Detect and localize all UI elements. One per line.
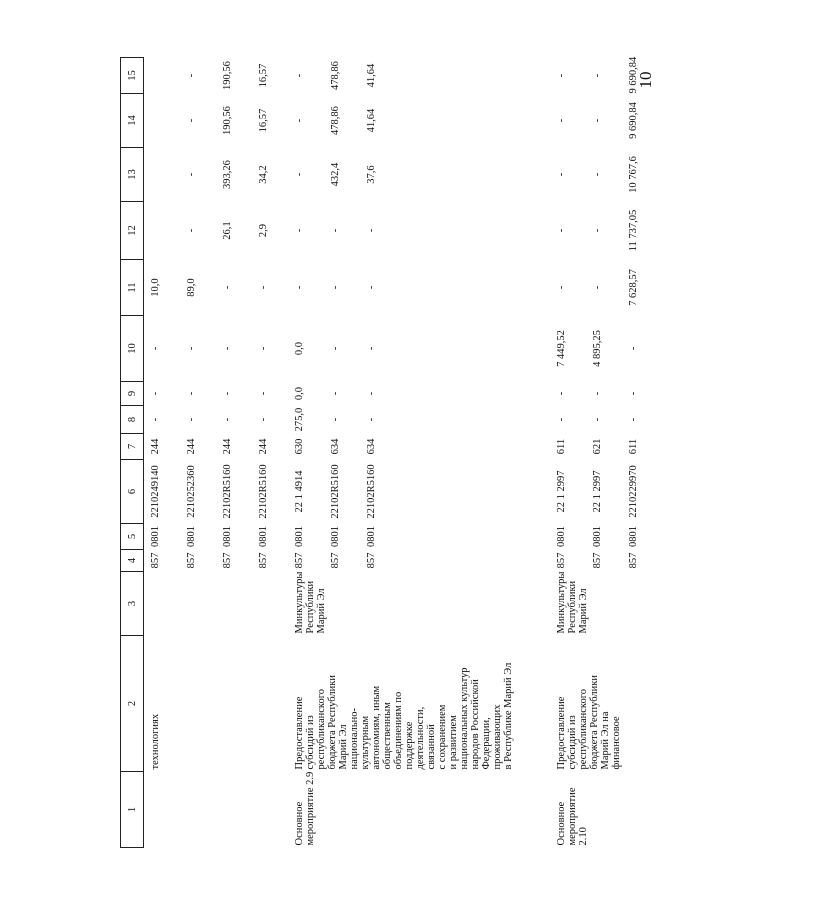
continuation-name-tail: технологиях <box>150 713 161 770</box>
col-header-5: 5 <box>121 524 144 550</box>
col-header-6: 6 <box>121 460 144 524</box>
col-header-4: 4 <box>121 550 144 572</box>
page-number: 10 <box>636 71 655 89</box>
col-header-13: 13 <box>121 148 144 202</box>
measure-2-10-description: Предоставление субсидий из республиканского бюджета Республики Марий Эл на финансовое <box>556 675 622 770</box>
header-row <box>121 58 144 848</box>
budget-table <box>120 57 658 848</box>
col-header-14: 14 <box>121 94 144 148</box>
measure-2-9-description: Предоставление субсидий из республиканского бюджета Республики Марий Эл национально- культурным автономиям, иным общественным объединениям по поддержке деятельности, связанной с сохранением и развитием национальных культур народов Российской Федерации, проживающих в Республике Марий Эл <box>294 662 514 770</box>
table-row: 857 0801 22102R5160 634 - - - - - 432,4 478,86 478,86 <box>330 61 341 569</box>
col-header-9: 9 <box>121 382 144 406</box>
measure-2-10-label: Основное мероприятие 2.10 <box>556 787 589 846</box>
table-row: 857 0801 2210252360 244 - - - 89,0 - - - - <box>186 73 197 569</box>
col-header-8: 8 <box>121 406 144 434</box>
measure-2-9-executor: Минкультуры Республики Марий Эл <box>294 571 327 634</box>
table-row: 857 0801 22102R5160 244 - - - - 26,1 393,26 190,56 190,56 <box>222 61 233 569</box>
col-header-12: 12 <box>121 202 144 260</box>
table-row: 857 0801 22102R5160 244 - - - - 2,9 34,2 16,57 16,57 <box>258 63 269 569</box>
col-header-2: 2 <box>121 636 144 772</box>
measure-2-9-label: Основное мероприятие 2.9 <box>294 771 316 846</box>
table-row: 857 0801 22 1 2997 621 - - 4 895,25 - - - - - <box>592 73 603 569</box>
table-row: Основное мероприятие 2.10 Предоставление субсидий из республиканского бюджета Республики Марий Эл на финансовое Минкультуры Республики Марий Эл 857 0801 22 1 2997 611 - - 7 449,52 - - - - - <box>550 58 586 848</box>
table-row: Основное мероприятие 2.9 Предоставление субсидий из республиканского бюджета Республики Марий Эл национально- культурным автономиям, иным общественным объединениям по поддержке деятельности, связанной с сохранением и развитием национальных культур народов Российской Федерации, проживающих в Республике Марий Эл Минкультуры Республики Марий Эл 857 0801 22 1 4914 630 275,0 0,0 0,0 - - - - - <box>288 58 324 848</box>
col-header-15: 15 <box>121 58 144 94</box>
col-header-3: 3 <box>121 572 144 636</box>
col-header-10: 10 <box>121 316 144 382</box>
table-row: 857 0801 2210229970 611 - - - 7 628,57 11 737,05 10 767,6 9 690,84 9 690,84 <box>628 56 639 569</box>
col-header-7: 7 <box>121 434 144 460</box>
table-row: 857 0801 22102R5160 634 - - - - - 37,6 41,64 41,64 <box>366 63 377 569</box>
table-row: технологиях 857 0801 2210249140 244 - - - 10,0 <box>150 278 161 770</box>
measure-2-10-executor: Минкультуры Республики Марий Эл <box>556 571 589 634</box>
col-header-1: 1 <box>121 772 144 848</box>
rotated-table-container <box>120 58 820 848</box>
col-header-11: 11 <box>121 260 144 316</box>
